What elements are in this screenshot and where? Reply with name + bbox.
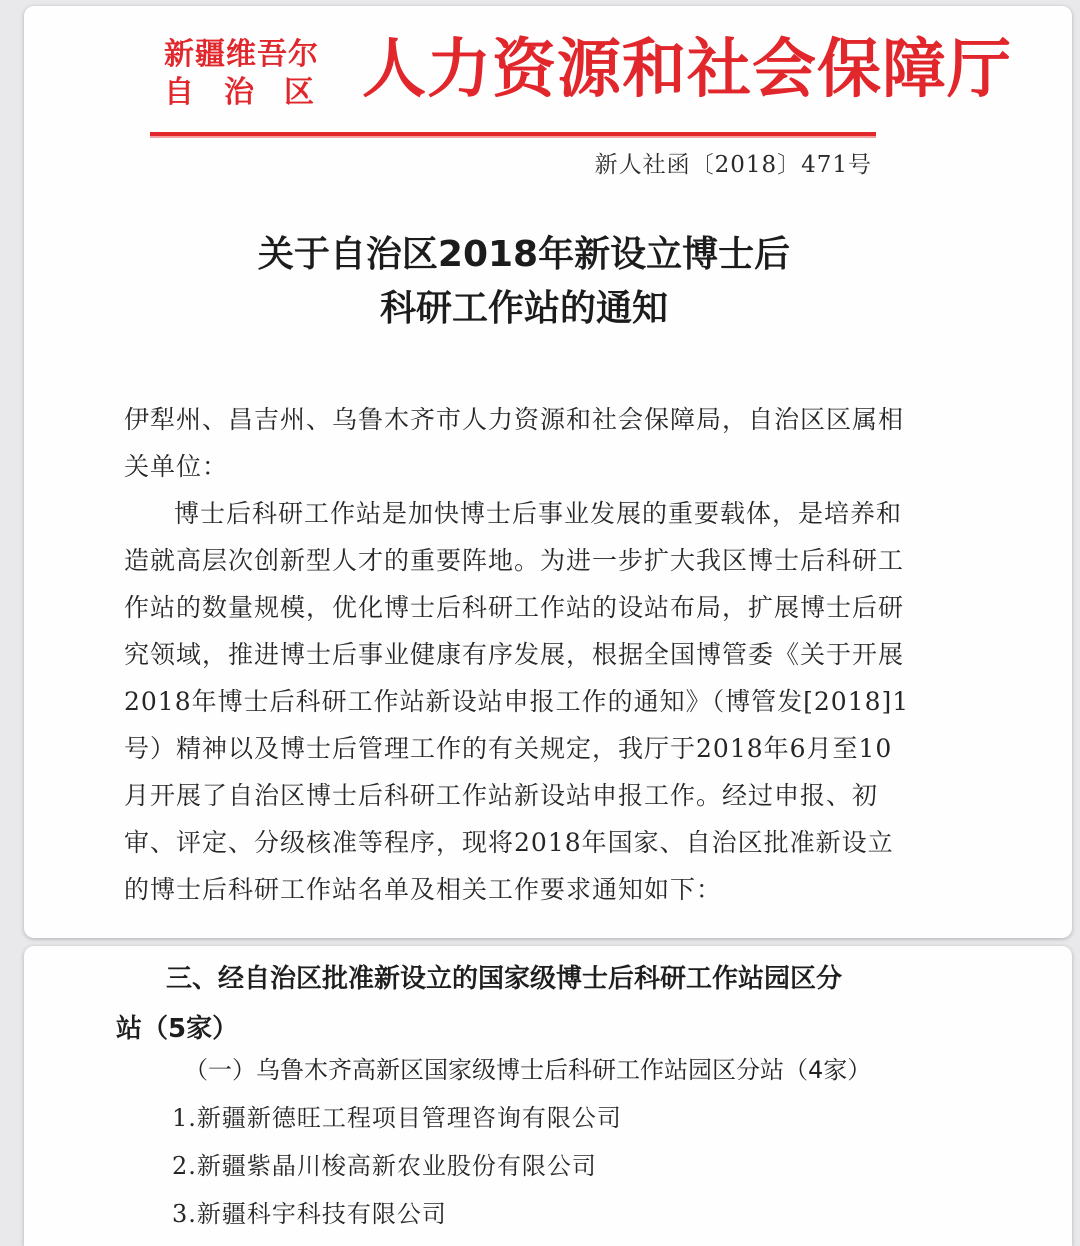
document-page-excerpt [24, 946, 1072, 1246]
document-body [124, 396, 914, 913]
section-heading-line2: 站（5家） [116, 1014, 239, 1044]
document-title-line2: 科研工作站的通知 [379, 288, 668, 329]
company-item: 3.新疆科宇科技有限公司 [172, 1200, 447, 1228]
document-page-top [24, 6, 1072, 938]
company-item: 1.新疆新德旺工程项目管理咨询有限公司 [172, 1104, 622, 1132]
company-item: 2.新疆紫晶川梭高新农业股份有限公司 [172, 1152, 597, 1180]
letterhead-region [164, 36, 354, 112]
section-heading-line1: 三、经自治区批准新设立的国家级博士后科研工作站园区分 [166, 964, 843, 994]
section-heading [116, 954, 916, 1054]
letterhead-region-line1: 新疆维吾尔 [164, 37, 319, 72]
document-number: 新人社函〔2018〕471号 [594, 152, 872, 178]
body-paragraph: 博士后科研工作站是加快博士后事业发展的重要载体，是培养和造就高层次创新型人才的重要阵地。为进一步扩大我区博士后科研工作站的数量规模，优化博士后科研工作站的设站布局，扩展博士后研究领域，推进博士后事业健康有序发展，根据全国博管委《关于开展2018年博士后科研工作站新设站申报工作的通知》（博管发[2018]1号）精神以及博士后管理工作的有关规定，我厅于2018年6月至10月开展了自治区博士后科研工作站新设站申报工作。经过申报、初审、评定、分级核准等程序，现将2018年国家、自治区批准新设立的博士后科研工作站名单及相关工作要求通知如下： [124, 499, 910, 904]
document-title [24, 228, 1024, 336]
letterhead [164, 32, 1012, 122]
company-list [172, 1094, 622, 1238]
document-title-line1: 关于自治区2018年新设立博士后 [257, 234, 791, 275]
letterhead-org-name: 人力资源和社会保障厅 [362, 33, 1012, 107]
section-subheading: （一）乌鲁木齐高新区国家级博士后科研工作站园区分站（4家） [184, 1056, 872, 1084]
letterhead-red-rule [150, 132, 876, 138]
letterhead-region-line2: 自治区 [164, 75, 344, 110]
salutation: 伊犁州、昌吉州、乌鲁木齐市人力资源和社会保障局，自治区区属相关单位： [124, 405, 905, 481]
